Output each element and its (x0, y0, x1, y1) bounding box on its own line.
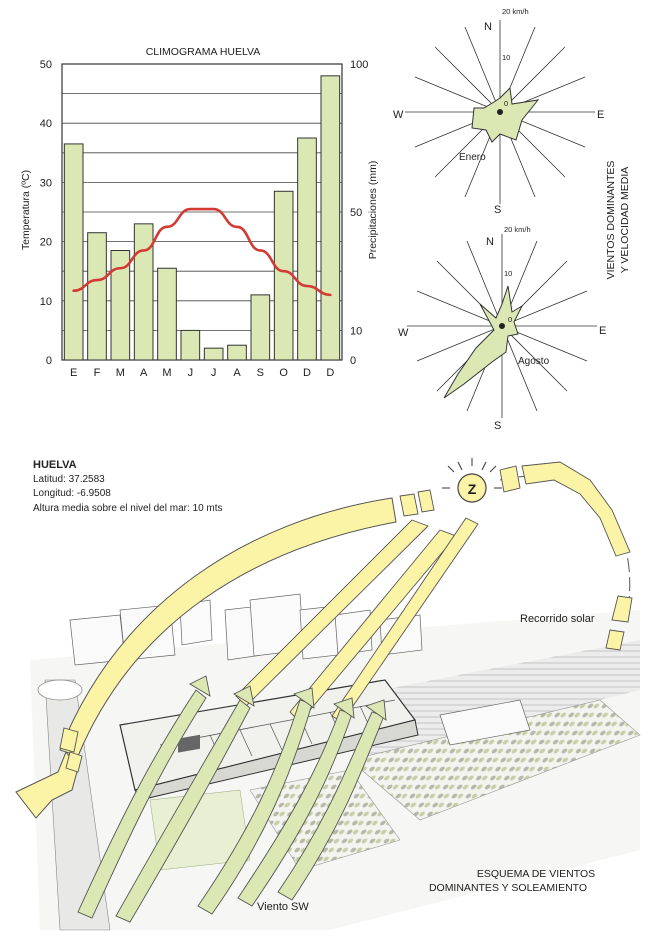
left-tick-label: 30 (39, 177, 52, 190)
sun-icon (442, 458, 502, 502)
west-label-2: W (398, 327, 409, 339)
left-tick-label: 0 (45, 355, 52, 367)
left-axis-ticks (40, 59, 52, 367)
category-label: M (115, 367, 125, 379)
longitude: Longitud: -6.9508 (33, 488, 111, 499)
precipitation-bar (251, 295, 270, 360)
wind-sw-label: Viento SW (257, 901, 309, 913)
right-tick-label: 10 (350, 325, 363, 338)
precipitation-bar (181, 330, 200, 360)
left-tick-label: 40 (39, 118, 52, 131)
precipitation-bars (64, 76, 339, 360)
west-label-1: W (393, 109, 404, 121)
precipitation-bar (134, 224, 153, 360)
agosto-wind-shape (444, 286, 522, 398)
east-label-2: E (599, 325, 607, 337)
enero-wind-shape (472, 88, 538, 142)
wind-rose-agosto (398, 225, 606, 432)
tick-label-1: 10 (502, 53, 511, 62)
speed-label-1: 20 km/h (502, 7, 529, 16)
precipitation-bar (298, 138, 317, 360)
precipitation-bar (88, 233, 107, 360)
chart-title: CLIMOGRAMA HUELVA (145, 46, 261, 58)
roundabout (38, 680, 82, 700)
category-label: J (210, 367, 217, 379)
category-label: F (93, 367, 101, 379)
right-axis-label: Precipitaciones (mm) (367, 160, 379, 260)
scheme-title-line-2: DOMINANTES Y SOLEAMIENTO (428, 882, 588, 894)
category-label: A (233, 367, 241, 379)
precipitation-bar (321, 76, 340, 360)
scheme-title-line-1: ESQUEMA DE VIENTOS (476, 868, 596, 880)
south-label-2: S (494, 420, 502, 432)
precipitation-bar (64, 144, 83, 360)
site-scheme (16, 458, 640, 930)
right-axis-ticks (350, 59, 368, 367)
category-labels (70, 367, 334, 379)
left-tick-label: 20 (39, 236, 52, 249)
agosto-label: Agosto (518, 356, 550, 367)
svg-text:Z: Z (467, 481, 477, 497)
enero-label: Enero (459, 152, 486, 163)
right-tick-label: 100 (350, 59, 369, 71)
right-tick-label: 50 (350, 207, 363, 219)
precipitation-bar (274, 191, 293, 360)
category-label: M (162, 367, 172, 379)
tick-label-2: 10 (504, 269, 513, 278)
sun-path-label: Recorrido solar (520, 613, 595, 625)
wind-rose-enero (393, 7, 604, 216)
precipitation-bar (158, 268, 177, 360)
category-label: D (303, 367, 311, 379)
wind-title-line-1: VIENTOS DOMINANTES (605, 160, 617, 280)
left-tick-label: 10 (39, 295, 52, 308)
precipitation-bar (204, 348, 223, 360)
precipitation-bar (228, 345, 247, 360)
left-axis-label: Temperatura (ºC) (20, 169, 32, 251)
category-label: S (256, 367, 265, 379)
east-label-1: E (597, 109, 605, 121)
climogram (20, 46, 379, 379)
category-label: O (279, 367, 288, 379)
location-name: HUELVA (33, 459, 77, 471)
zero-label-2: 0 (508, 315, 513, 324)
north-label-1: N (484, 21, 492, 33)
right-tick-label: 0 (350, 355, 357, 367)
south-label-1: S (494, 204, 502, 216)
category-label: A (139, 367, 148, 379)
left-tick-label: 50 (39, 59, 52, 71)
latitude: Latitud: 37.2583 (33, 473, 105, 485)
north-label-2: N (486, 236, 494, 248)
zero-label-1: 0 (504, 99, 509, 108)
category-label: D (326, 367, 335, 379)
location-info (33, 458, 223, 516)
altitude: Altura media sobre el nivel del mar: 10 mts (33, 502, 223, 514)
speed-label-2: 20 km/h (504, 225, 531, 234)
wind-title-line-2: Y VELOCIDAD MEDIA (619, 166, 631, 274)
category-label: J (187, 367, 194, 379)
category-label: E (69, 367, 78, 379)
